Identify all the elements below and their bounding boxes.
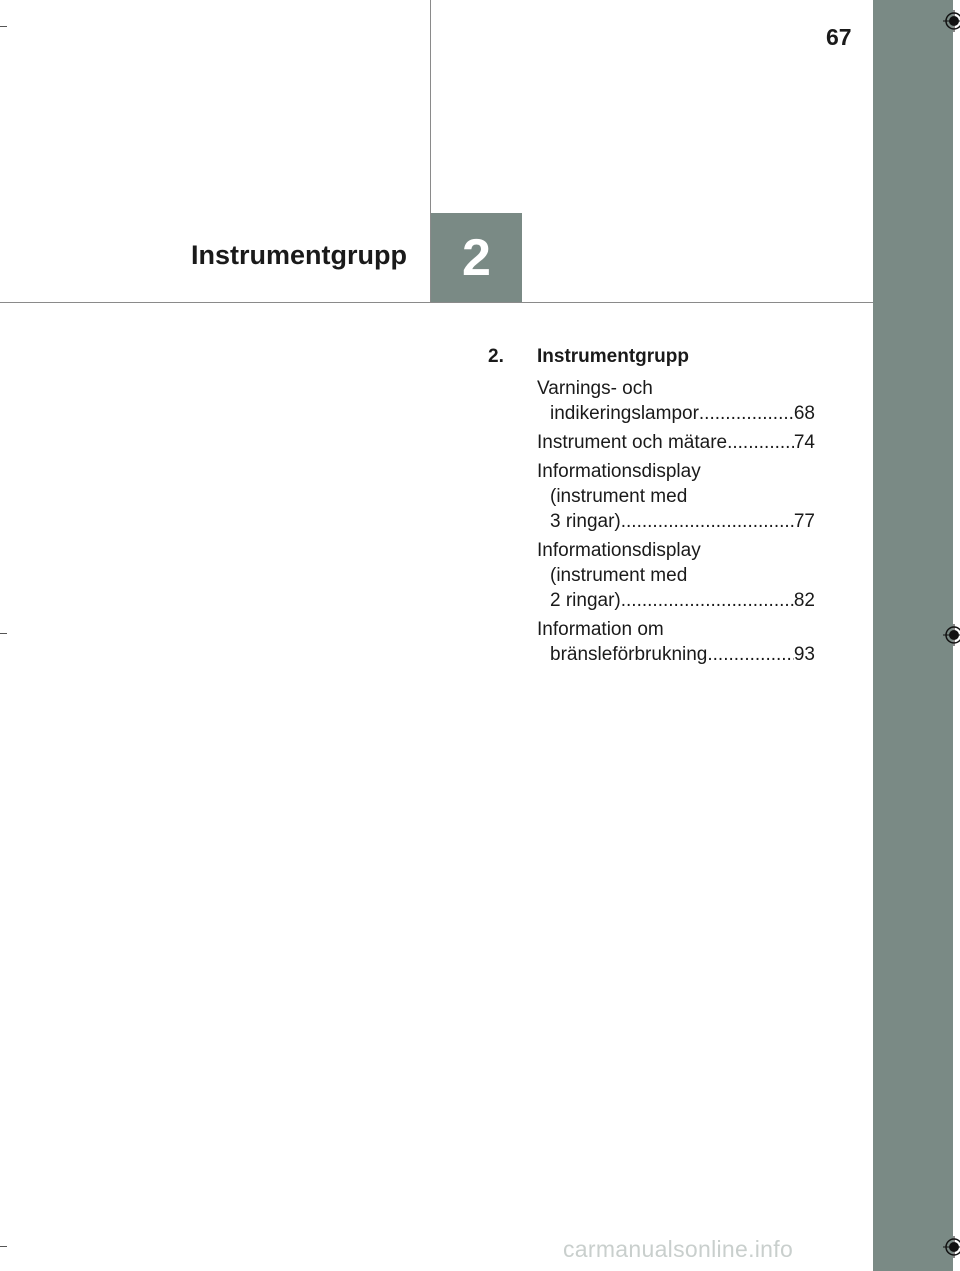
watermark: carmanualsonline.info <box>563 1236 794 1262</box>
toc-item[interactable] <box>537 617 815 667</box>
chapter-side-band <box>873 0 953 1271</box>
toc-page-number: 77 <box>793 511 815 532</box>
dot-leader <box>707 642 793 667</box>
toc-item[interactable] <box>537 376 815 426</box>
crop-mark <box>0 633 7 634</box>
toc-item-line: 2 ringar) <box>550 590 621 611</box>
horizontal-rule <box>0 302 873 303</box>
toc-item[interactable] <box>537 459 815 534</box>
registration-mark-icon <box>943 1236 960 1258</box>
dot-leader <box>699 401 794 426</box>
toc-page-number: 93 <box>793 644 815 665</box>
toc-item-line: Information om <box>537 619 664 640</box>
registration-mark-icon <box>943 10 960 32</box>
toc-item-line: Informationsdisplay <box>537 540 701 561</box>
toc-item-line: Informationsdisplay <box>537 461 701 482</box>
toc-item-line: 3 ringar) <box>550 511 621 532</box>
toc-item-line: (instrument med <box>550 565 688 586</box>
section-number: 2. <box>488 346 504 367</box>
toc-item-line: indikeringslampor <box>550 403 699 424</box>
dot-leader <box>621 588 794 613</box>
toc-item-line: (instrument med <box>550 486 688 507</box>
toc-item-line: Instrument och mätare <box>537 432 728 453</box>
toc-page-number: 74 <box>793 432 815 453</box>
toc-item-line: bränsleförbrukning <box>550 644 708 665</box>
crop-mark <box>0 1246 7 1247</box>
dot-leader <box>621 509 794 534</box>
chapter-number-box <box>431 213 522 302</box>
dot-leader <box>727 430 794 455</box>
table-of-contents <box>537 376 815 671</box>
section-title: Instrumentgrupp <box>537 346 689 367</box>
chapter-title: Instrumentgrupp <box>191 240 407 270</box>
toc-item-line: Varnings- och <box>537 378 653 399</box>
page-number: 67 <box>826 24 852 50</box>
toc-page-number: 82 <box>793 590 815 611</box>
toc-item[interactable] <box>537 538 815 613</box>
chapter-number: 2 <box>462 228 491 287</box>
crop-mark <box>0 26 7 27</box>
toc-item[interactable] <box>537 430 815 455</box>
registration-mark-icon <box>943 624 960 646</box>
toc-page-number: 68 <box>793 403 815 424</box>
